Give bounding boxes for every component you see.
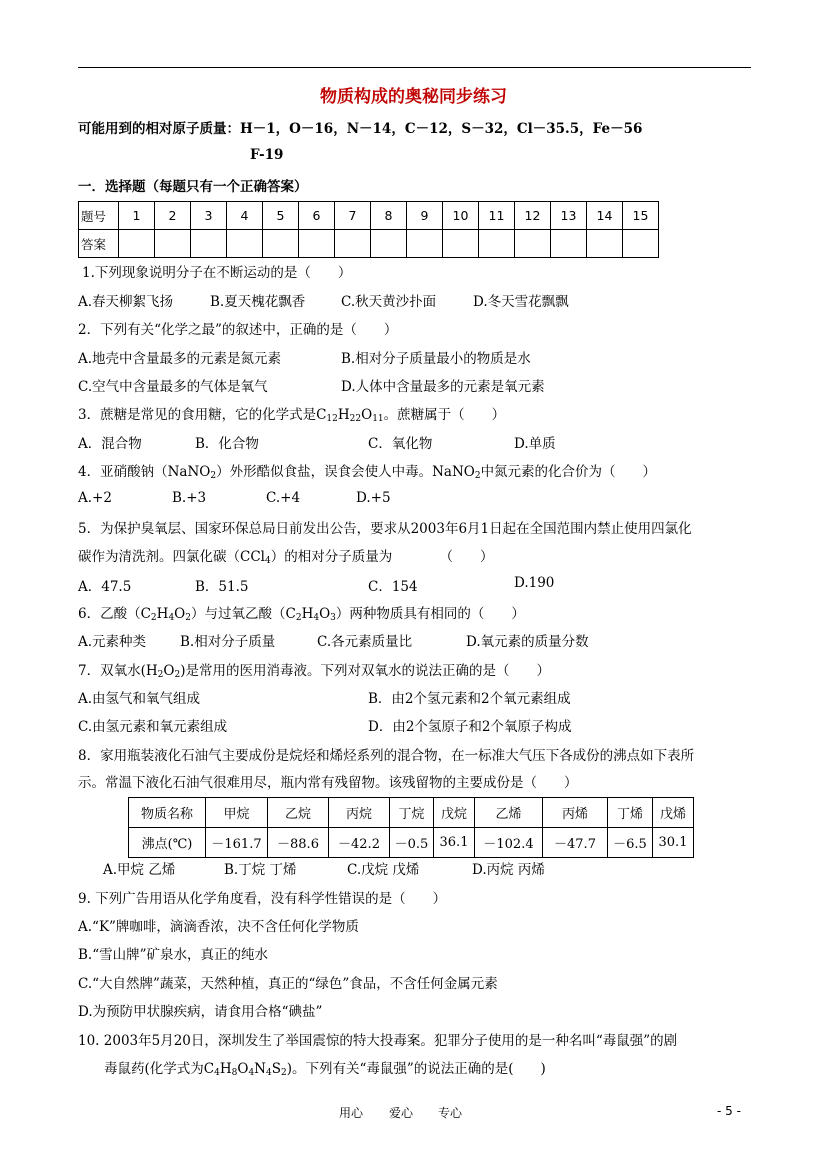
formula-element: H (301, 606, 314, 622)
q10-line2-a: 毒鼠药(化学式为C (104, 1061, 215, 1077)
q6-stem-b: ）与过氧乙酸（C (190, 606, 296, 622)
question-number: 1 (119, 202, 155, 230)
answer-cell[interactable] (371, 230, 407, 258)
q6-stem-a: 6．乙酸（C (78, 606, 151, 622)
q1-option-a: A.春天柳絮飞扬 (78, 294, 174, 310)
q8-option-b: B.丁烷 丁烯 (224, 862, 297, 878)
section-heading: 一．选择题（每题只有一个正确答案） (78, 179, 308, 195)
question-6-stem (78, 602, 525, 622)
question-number: 3 (191, 202, 227, 230)
boiling-point-value: －88.6 (268, 828, 329, 858)
question-number: 5 (263, 202, 299, 230)
answer-table-answer-row (79, 230, 659, 258)
boiling-point-value: －47.7 (543, 828, 608, 858)
answer-cell[interactable] (299, 230, 335, 258)
formula-subscript: 4 (214, 1068, 220, 1078)
formula-subscript: 3 (330, 613, 336, 623)
formula-subscript: 11 (372, 414, 384, 424)
formula-subscript: 2 (295, 613, 302, 623)
q7-option-d: D．由2个氢原子和2个氧原子构成 (368, 719, 572, 735)
bp-header: 沸点(℃) (129, 828, 206, 858)
q3-option-d: D.单质 (514, 436, 556, 452)
formula-element: S (271, 1061, 281, 1077)
formula-element: N (254, 1061, 266, 1077)
formula-element: H (156, 606, 169, 622)
q3-option-c: C．氧化物 (368, 436, 433, 452)
q5-option-a: A．47.5 (78, 579, 132, 595)
question-number: 7 (335, 202, 371, 230)
q4-stem-c: 中氮元素的化合价为（ ） (480, 464, 657, 480)
page-number: - 5 - (717, 1104, 741, 1118)
q4-option-c: C.+4 (266, 490, 301, 506)
formula-subscript: 8 (231, 1068, 238, 1078)
boiling-point-value: －6.5 (608, 828, 653, 858)
formula-subscript: 12 (326, 414, 338, 424)
formula-subscript: 2 (157, 670, 164, 680)
formula-element: O (237, 1061, 249, 1077)
q1-option-d: D.冬天雪花飘飘 (473, 294, 569, 310)
question-number: 12 (515, 202, 551, 230)
formula-subscript: 4 (248, 1068, 255, 1078)
answer-row-header: 答案 (79, 230, 119, 258)
answer-cell[interactable] (587, 230, 623, 258)
formula-subscript: 4 (313, 613, 320, 623)
question-number: 14 (587, 202, 623, 230)
formula-subscript: 4 (264, 556, 271, 566)
q9-option-b: B.“雪山牌”矿泉水，真正的纯水 (78, 947, 269, 963)
substance-name: 戊烯 (653, 798, 694, 828)
question-10-line1: 10. 2003年5月20日，深圳发生了举国震惊的特大投毒案。犯罪分子使用的是一种名叫“毒鼠强”的剧 (78, 1033, 678, 1049)
q7-option-c: C.由氢元素和氧元素组成 (78, 719, 228, 735)
q3-option-b: B．化合物 (195, 436, 259, 452)
q9-option-a: A.“K”牌咖啡，滴滴香浓，决不含任何化学物质 (78, 919, 359, 935)
question-2-stem: 2．下列有关“化学之最”的叙述中，正确的是（ ） (78, 322, 398, 338)
answer-table-header: 题号 (79, 202, 119, 230)
q10-line2-b: )。下列有关“毒鼠强”的说法正确的是( ) (286, 1061, 546, 1077)
substance-name: 丁烯 (608, 798, 653, 828)
question-number: 13 (551, 202, 587, 230)
q4-stem-b: ）外形酷似食盐，误食会使人中毒。NaNO (216, 464, 475, 480)
q9-option-d: D.为预防甲状腺疾病，请食用合格“碘盐” (78, 1004, 323, 1020)
answer-cell[interactable] (119, 230, 155, 258)
q2-option-c: C.空气中含量最多的气体是氧气 (78, 379, 268, 395)
question-number: 2 (155, 202, 191, 230)
answer-cell[interactable] (443, 230, 479, 258)
formula-subscript: 2 (280, 1068, 287, 1078)
footer-item: 用心 (339, 1106, 364, 1120)
atomic-masses-line (78, 117, 642, 137)
atomic-masses-values: H－1，O－16，N－14，C－12，S－32，Cl－35.5，Fe－56 (240, 121, 643, 137)
boiling-point-value: －0.5 (390, 828, 434, 858)
substance-name: 戊烷 (434, 798, 475, 828)
q4-option-d: D.+5 (356, 490, 391, 506)
question-number: 11 (479, 202, 515, 230)
substance-name: 乙烯 (475, 798, 543, 828)
formula-subscript: 22 (349, 414, 362, 424)
page-title: 物质构成的奥秘同步练习 (320, 87, 507, 107)
boiling-point-value: －42.2 (329, 828, 390, 858)
q8-option-a: A.甲烷 乙烯 (103, 862, 176, 878)
formula-subscript: 2 (185, 613, 191, 623)
q4-option-b: B.+3 (172, 490, 207, 506)
q5-option-c: C．154 (368, 579, 418, 595)
answer-cell[interactable] (191, 230, 227, 258)
answer-cell[interactable] (623, 230, 659, 258)
formula-subscript: 2 (474, 471, 481, 481)
question-number: 4 (227, 202, 263, 230)
q5-option-b: B．51.5 (195, 579, 249, 595)
q5-option-d: D.190 (514, 575, 555, 591)
q1-option-c: C.秋天黄沙扑面 (341, 294, 437, 310)
q4-stem-a: 4．亚硝酸钠（NaNO (78, 464, 211, 480)
answer-cell[interactable] (407, 230, 443, 258)
atomic-masses-label: 可能用到的相对原子质量： (78, 121, 240, 137)
header-rule (78, 67, 751, 68)
question-9-stem: 9. 下列广告用语从化学角度看，没有科学性错误的是（ ） (78, 891, 447, 907)
substance-name: 丁烷 (390, 798, 434, 828)
answer-cell[interactable] (155, 230, 191, 258)
boiling-point-value: 36.1 (434, 828, 475, 858)
question-number: 10 (443, 202, 479, 230)
boiling-point-table (128, 797, 694, 858)
q4-option-a: A.+2 (78, 490, 112, 506)
question-number: 8 (371, 202, 407, 230)
q1-option-b: B.夏天槐花飘香 (210, 294, 306, 310)
q6-option-b: B.相对分子质量 (180, 634, 276, 650)
q2-option-d: D.人体中含量最多的元素是氧元素 (341, 379, 545, 395)
q3-stem-b: 。蔗糖属于（ ） (383, 407, 506, 423)
substance-name: 丙烯 (543, 798, 608, 828)
boiling-point-value: －161.7 (206, 828, 268, 858)
substance-name: 丙烷 (329, 798, 390, 828)
formula-element: O (319, 606, 331, 622)
formula-element: O (163, 663, 175, 679)
answer-cell[interactable] (227, 230, 263, 258)
boiling-point-value: －102.4 (475, 828, 543, 858)
answer-cell[interactable] (551, 230, 587, 258)
formula-subscript: 2 (150, 613, 157, 623)
question-7-stem (78, 659, 550, 679)
q8-option-d: D.丙烷 丙烯 (472, 862, 545, 878)
q5-line2-a: 碳作为清洗剂。四氯化碳（CCl (78, 549, 265, 565)
question-1-stem: 1.下列现象说明分子在不断运动的是（ ） (82, 265, 352, 281)
q7-option-b: B．由2个氢元素和2个氧元素组成 (368, 691, 571, 707)
q3-option-a: A．混合物 (78, 436, 142, 452)
substance-name: 甲烷 (206, 798, 268, 828)
q6-option-d: D.氧元素的质量分数 (466, 634, 589, 650)
answer-cell[interactable] (335, 230, 371, 258)
q6-option-c: C.各元素质量比 (317, 634, 413, 650)
question-3-stem (78, 403, 505, 423)
formula-subscript: 4 (265, 1068, 272, 1078)
q2-option-b: B.相对分子质量最小的物质是水 (341, 351, 531, 367)
q8-option-c: C.戊烷 戊烯 (347, 862, 420, 878)
substance-name: 乙烷 (268, 798, 329, 828)
question-number: 9 (407, 202, 443, 230)
q5-line2-b: ）的相对分子质量为 （ ） (270, 549, 494, 565)
q6-stem-c: ）两种物质具有相同的（ ） (335, 606, 525, 622)
formula-subscript: 2 (210, 471, 217, 481)
question-8-line2: 示。常温下液化石油气很难用尽，瓶内常有残留物。该残留物的主要成份是（ ） (78, 775, 578, 791)
formula-element: H (337, 407, 350, 423)
q7-option-a: A.由氢气和氧气组成 (78, 691, 201, 707)
question-number: 6 (299, 202, 335, 230)
q9-option-c: C.“大自然牌”蔬菜，天然种植，真正的“绿色”食品，不含任何金属元素 (78, 976, 498, 992)
question-10-line2 (104, 1057, 546, 1077)
q2-option-a: A.地壳中含量最多的元素是氮元素 (78, 351, 282, 367)
answer-table-number-row (79, 202, 659, 230)
q3-stem-a: 3．蔗糖是常见的食用糖，它的化学式是C (78, 407, 327, 423)
q7-stem-b: )是常用的医用消毒液。下列对双氧水的说法正确的是（ ） (180, 663, 550, 679)
answer-table (78, 201, 659, 258)
formula-element: O (174, 606, 186, 622)
question-4-stem (78, 460, 656, 480)
formula-subscript: 4 (168, 613, 175, 623)
answer-cell[interactable] (263, 230, 299, 258)
formula-element: O (361, 407, 373, 423)
q6-option-a: A.元素种类 (78, 634, 147, 650)
boiling-point-names-row (129, 798, 694, 828)
footer-item: 专心 (438, 1106, 463, 1120)
formula-element: H (219, 1061, 232, 1077)
footer-item: 爱心 (389, 1106, 414, 1120)
names-header: 物质名称 (129, 798, 206, 828)
answer-cell[interactable] (479, 230, 515, 258)
atomic-masses-extra: F-19 (250, 147, 284, 163)
boiling-point-values-row (129, 828, 694, 858)
q7-stem-a: 7．双氧水(H (78, 663, 158, 679)
question-5-line2 (78, 545, 493, 565)
question-5-line1: 5．为保护臭氧层、国家环保总局日前发出公告，要求从2003年6月1日起在全国范围内禁止使用四氯化 (78, 521, 692, 537)
question-number: 15 (623, 202, 659, 230)
answer-cell[interactable] (515, 230, 551, 258)
boiling-point-value: 30.1 (653, 828, 694, 858)
question-8-line1: 8．家用瓶装液化石油气主要成份是烷烃和烯烃系列的混合物，在一标准大气压下各成份的沸点如下表所 (78, 748, 695, 764)
formula-subscript: 2 (174, 670, 181, 680)
